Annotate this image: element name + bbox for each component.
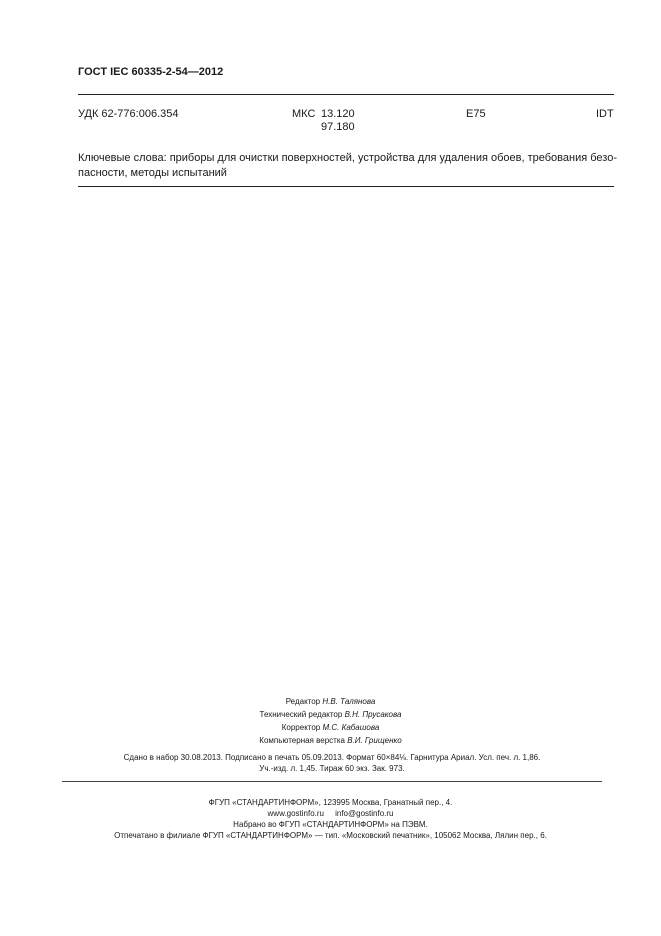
mks-code-1: 13.120 — [321, 108, 355, 120]
credit-name: В.И. Грищенко — [347, 736, 402, 745]
credit-role: Компьютерная верстка — [259, 736, 345, 745]
credit-name: Н.В. Талянова — [322, 697, 376, 706]
publisher-web: www.gostinfo.ru — [267, 809, 324, 818]
publisher-email: info@gostinfo.ru — [335, 809, 394, 818]
publisher-info — [0, 797, 661, 841]
bottom-rule — [78, 186, 614, 187]
credit-layout — [0, 734, 661, 747]
credit-role: Корректор — [281, 723, 321, 732]
typeset-note: Набрано во ФГУП «СТАНДАРТИНФОРМ» на ПЭВМ. — [233, 820, 428, 829]
credit-editor — [0, 695, 661, 708]
mks-code-2: 97.180 — [321, 121, 355, 133]
publishing-line-2: Уч.-изд. л. 1,45. Тираж 60 экз. Зак. 973. — [259, 764, 405, 773]
publishing-rule — [62, 781, 602, 782]
credit-name: В.Н. Прусакова — [344, 710, 402, 719]
credit-role: Технический редактор — [259, 710, 343, 719]
publisher-contacts — [0, 808, 661, 819]
credit-tech-editor — [0, 708, 661, 721]
credit-name: М.С. Кабашова — [322, 723, 380, 732]
document-code: ГОСТ IEC 60335-2-54—2012 — [78, 66, 224, 78]
printed-note: Отпечатано в филиале ФГУП «СТАНДАРТИНФОРМ» — тип. «Московский печатник», 105062 Москва, Лялин пер., 6. — [114, 831, 547, 840]
keywords-line-1: Ключевые слова: приборы для очистки поверхностей, устройства для удаления обоев, требования безо- — [78, 152, 617, 164]
publishing-line-1: Сдано в набор 30.08.2013. Подписано в печать 05.09.2013. Формат 60×84⅛. Гарнитура Ариал. Усл. печ. л. 1,86. — [123, 753, 541, 762]
credit-proofreader — [0, 721, 661, 734]
credit-role: Редактор — [285, 697, 321, 706]
mks-label: МКС — [292, 108, 316, 120]
okstu-code: E75 — [466, 108, 486, 120]
udk-code: УДК 62-776:006.354 — [78, 108, 179, 120]
degree-of-correspondence: IDT — [596, 108, 614, 120]
publisher-address: ФГУП «СТАНДАРТИНФОРМ», 123995 Москва, Гранатный пер., 4. — [208, 798, 453, 807]
keywords — [78, 151, 618, 181]
top-rule — [78, 94, 614, 95]
keywords-line-2: пасности, методы испытаний — [78, 167, 227, 179]
credits-block — [0, 695, 661, 747]
publishing-info — [62, 752, 602, 774]
